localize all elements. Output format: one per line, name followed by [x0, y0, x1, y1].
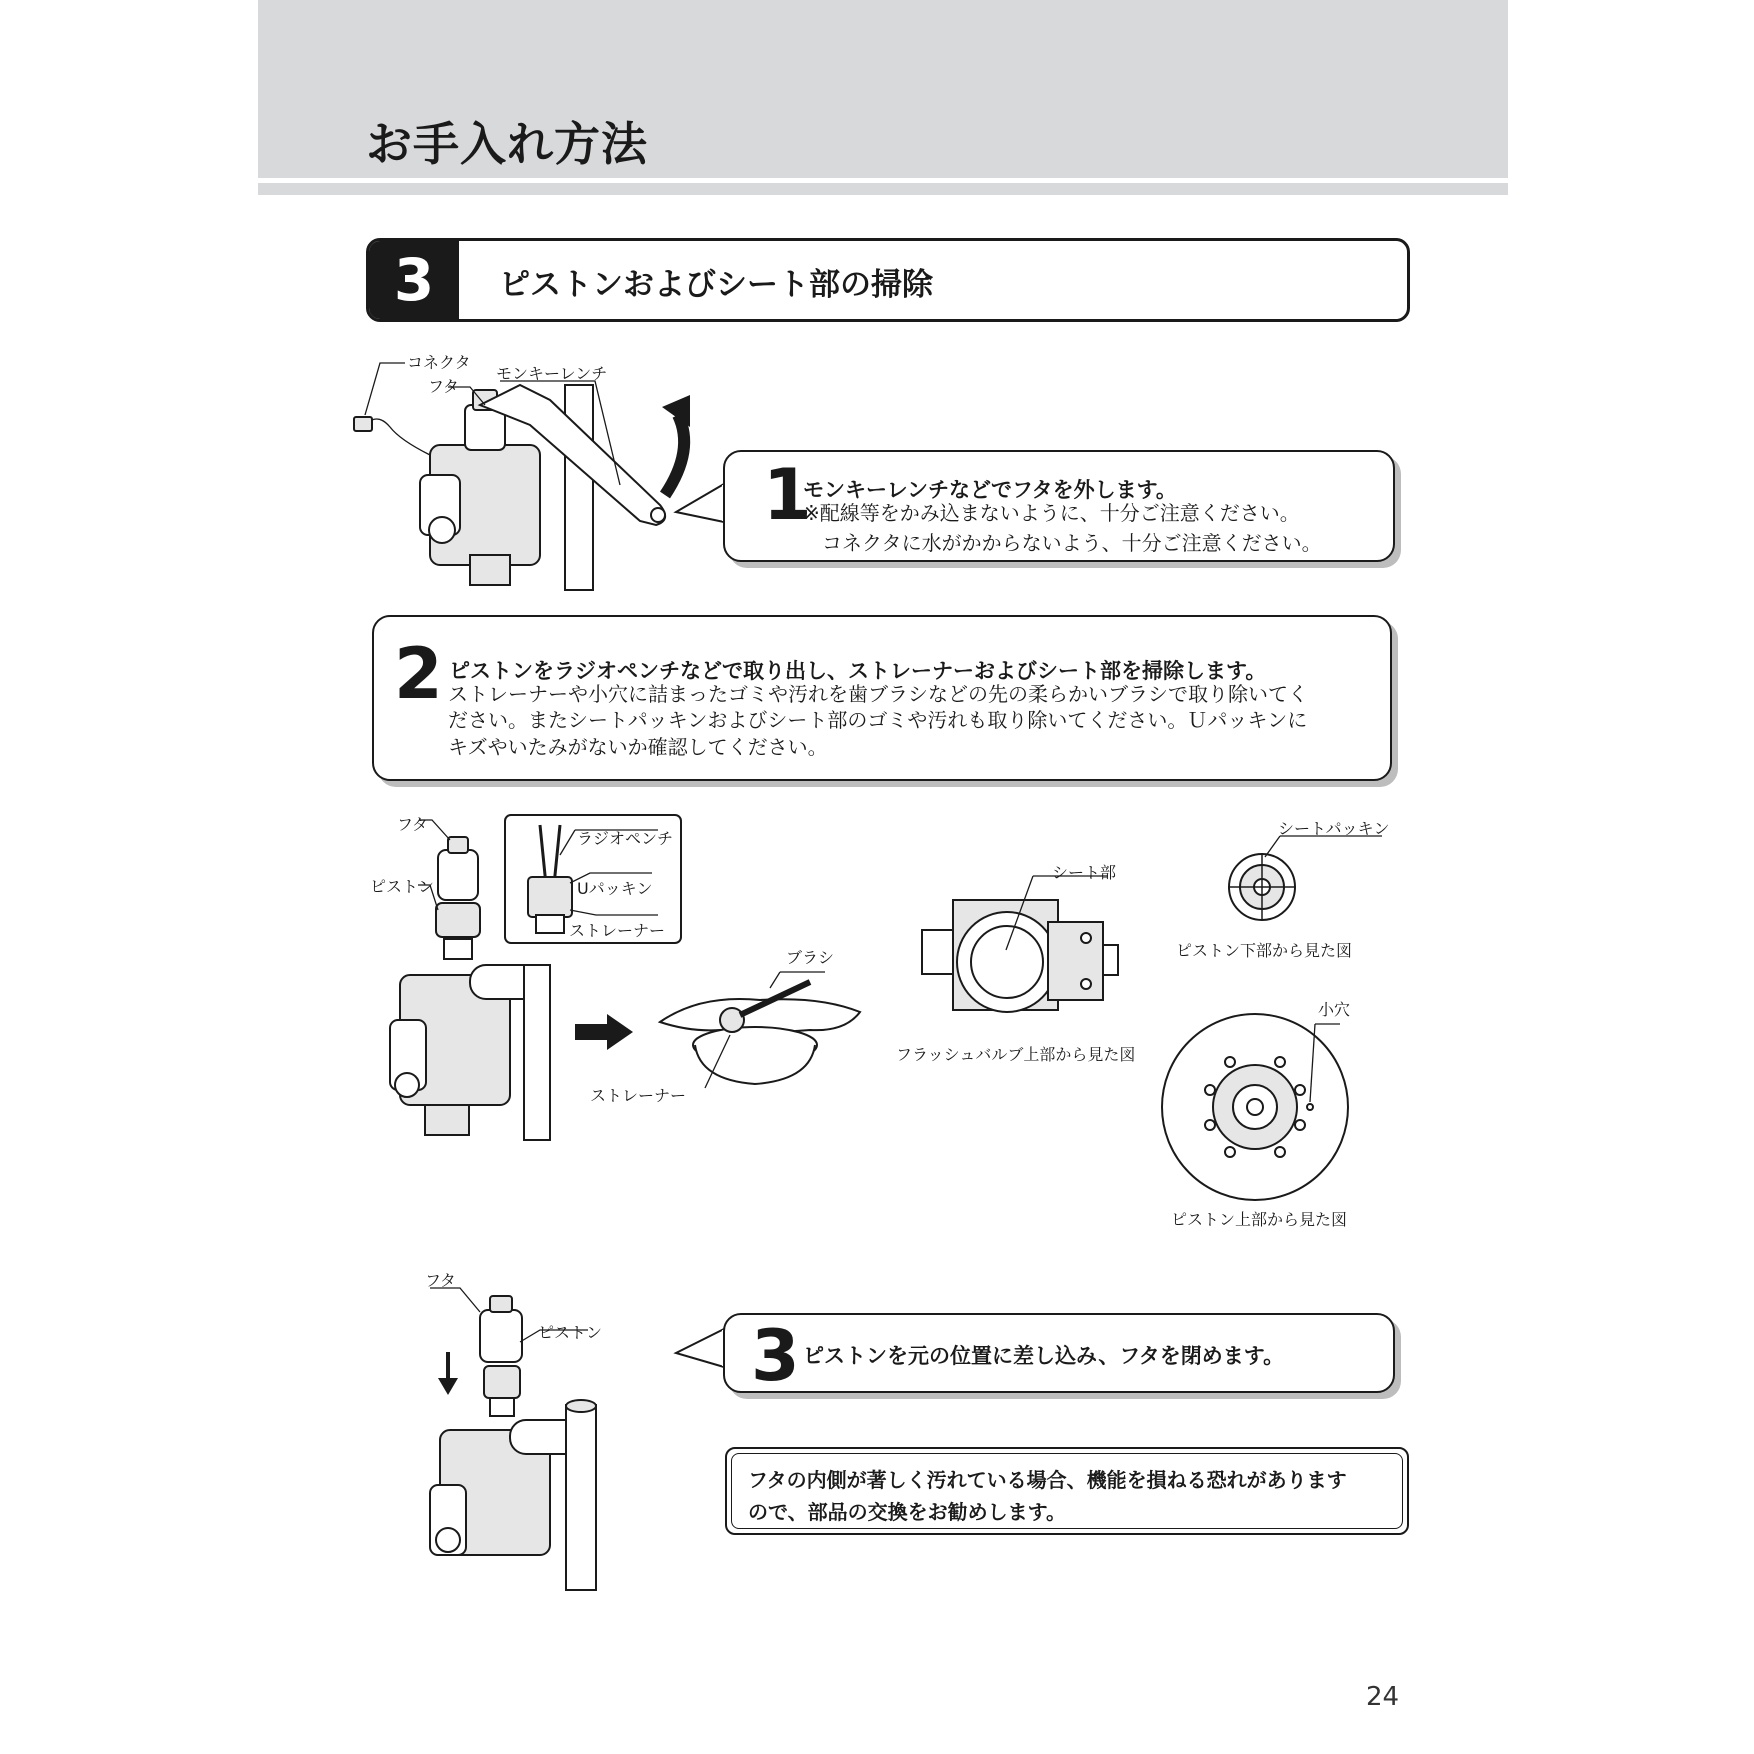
step3-number: 3 — [751, 1315, 800, 1397]
header-rule — [258, 183, 1508, 195]
section-heading — [366, 238, 1410, 322]
piston-top-view — [1160, 1010, 1360, 1205]
page-number: 24 — [1366, 1682, 1400, 1712]
arrow-right-icon — [575, 1012, 635, 1052]
step2-body-1: ストレーナーや小穴に詰まったゴミや汚れを歯ブラシなどの先の柔らかいブラシで取り除いてく — [448, 682, 1308, 706]
label-fig2-piston: ピストン — [370, 877, 435, 896]
caption-piston-bottom: ピストン下部から見た図 — [1176, 941, 1353, 960]
pipe — [565, 385, 593, 590]
step2-body-3: キズやいたみがないか確認してください。 — [448, 735, 828, 759]
warning-note — [725, 1447, 1409, 1535]
label-step3-lid: フタ — [425, 1271, 456, 1290]
cable — [370, 419, 430, 455]
step3-heading: ピストンを元の位置に差し込み、フタを閉めます。 — [803, 1344, 1285, 1368]
step1-bubble — [723, 450, 1395, 562]
step2-heading: ピストンをラジオペンチなどで取り出し、ストレーナーおよびシート部を掃除します。 — [449, 659, 1267, 683]
label-pliers: ラジオペンチ — [577, 829, 674, 848]
step1-note-2: コネクタに水がかからないよう、十分ご注意ください。 — [822, 531, 1322, 555]
label-lid: フタ — [428, 377, 459, 396]
label-seat-packing: シートパッキン — [1278, 819, 1390, 838]
label-small-hole: 小穴 — [1318, 1000, 1351, 1019]
page-title: お手入れ方法 — [366, 117, 648, 171]
label-wrench: モンキーレンチ — [496, 364, 608, 383]
step2-body-2: ださい。またシートパッキンおよびシート部のゴミや汚れも取り除いてください。Ｕパッキンに — [448, 708, 1308, 732]
step1-note-1: ※配線等をかみ込まないように、十分ご注意ください。 — [803, 501, 1300, 525]
label-fig2-lid: フタ — [397, 815, 428, 834]
caption-valve-top: フラッシュバルブ上部から見た図 — [896, 1045, 1136, 1064]
step2-number: 2 — [394, 633, 443, 715]
valve-top-view — [908, 860, 1133, 1030]
note-line-2: ので、部品の交換をお勧めします。 — [748, 1500, 1066, 1524]
label-step3-piston: ピストン — [538, 1323, 603, 1342]
label-brush: ブラシ — [786, 948, 835, 967]
cleaning-illustration — [640, 960, 870, 1095]
step2-bubble — [372, 615, 1392, 781]
caption-piston-top: ピストン上部から見た図 — [1171, 1210, 1348, 1229]
step3-bubble — [723, 1313, 1395, 1397]
section-number: 3 — [369, 241, 459, 319]
section-title: ピストンおよびシート部の掃除 — [499, 267, 933, 303]
label-strainer-inset: ストレーナー — [569, 921, 666, 940]
label-u-packing: Uパッキン — [577, 879, 653, 898]
label-connector: コネクタ — [407, 353, 471, 372]
connector — [354, 417, 372, 431]
note-line-1: フタの内側が著しく汚れている場合、機能を損ねる恐れがあります — [748, 1468, 1347, 1492]
step1-heading: モンキーレンチなどでフタを外します。 — [803, 478, 1177, 502]
reassembly-illustration — [430, 1270, 620, 1590]
piston-bottom-view — [1220, 835, 1390, 945]
label-strainer: ストレーナー — [590, 1086, 687, 1105]
step1-number: 1 — [763, 454, 812, 536]
label-seat: シート部 — [1052, 863, 1117, 882]
